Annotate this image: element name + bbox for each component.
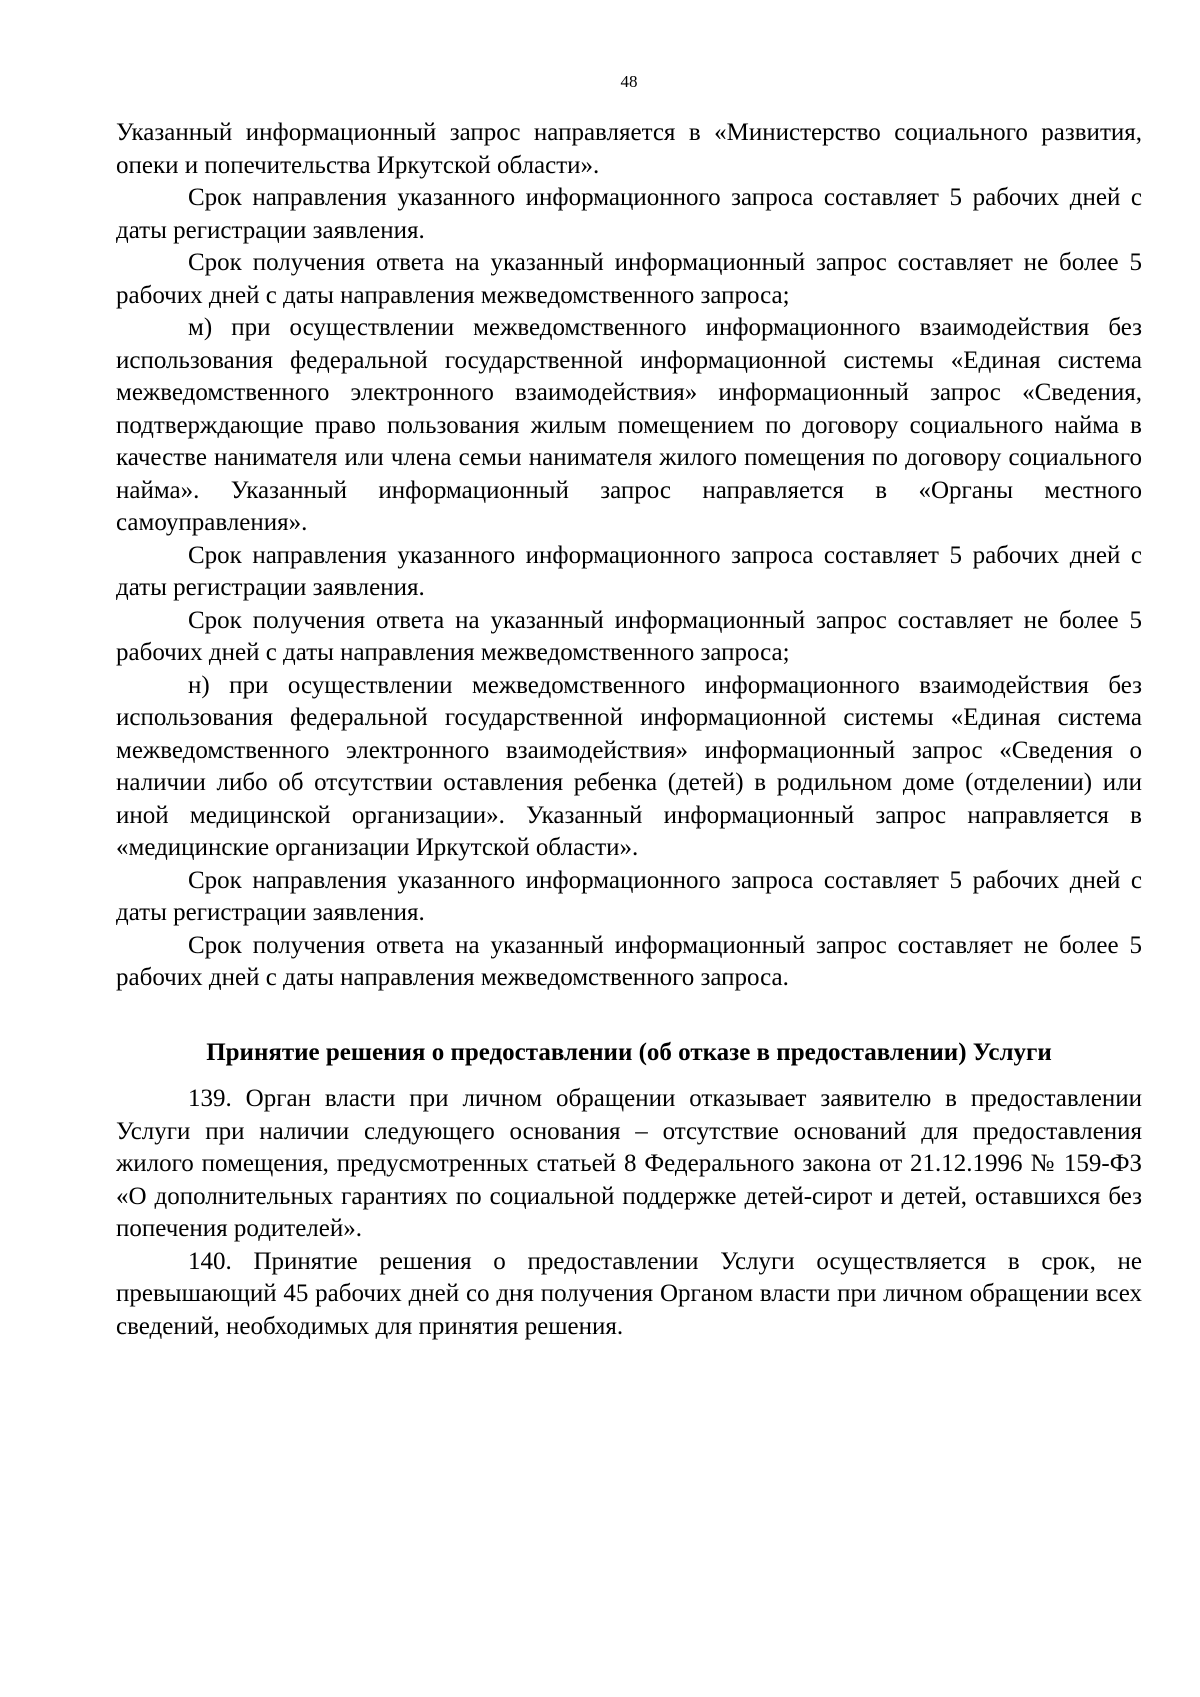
paragraph-140: 140. Принятие решения о предоставлении Услуги осуществляется в срок, не превышающий 45 рабочих дней со дня получения Органом власти при личном обращении всех сведений, необходимых для принятия решения. xyxy=(116,1247,1142,1340)
page-number: 48 xyxy=(620,72,638,91)
document-body xyxy=(116,117,1142,1343)
paragraph-139: 139. Орган власти при личном обращении отказывает заявителю в предоставлении Услуги при наличии следующего основания – отсутствие оснований для предоставления жилого помещения, предусмотренных статьей 8 Федерального закона от 21.12.1996 № 159-ФЗ «О дополнительных гарантиях по социальной поддержке детей-сирот и детей, оставшихся без попечения родителей». xyxy=(116,1085,1142,1242)
paragraph: Срок получения ответа на указанный информационный запрос составляет не более 5 рабочих дней с даты направления межведомственного запроса. xyxy=(116,931,1142,991)
paragraph: Срок направления указанного информационного запроса составляет 5 рабочих дней с даты регистрации заявления. xyxy=(116,866,1142,926)
paragraph-item-m: м) при осуществлении межведомственного информационного взаимодействия без использования федеральной государственной информационной системы «Единая система межведомственного электронного взаимодействия» информационный запрос «Сведения, подтверждающие право пользования жилым помещением по договору социального найма в качестве нанимателя или члена семьи нанимателя жилого помещения по договору социального найма». Указанный информационный запрос направляется в «Органы местного самоуправления». xyxy=(116,314,1142,536)
paragraph-item-n: н) при осуществлении межведомственного информационного взаимодействия без использования федеральной государственной информационной системы «Единая система межведомственного электронного взаимодействия» информационный запрос «Сведения о наличии либо об отсутствии оставления ребенка (детей) в родильном доме (отделении) или иной медицинской организации». Указанный информационный запрос направляется в «медицинские организации Иркутской области». xyxy=(116,671,1142,861)
paragraph: Срок получения ответа на указанный информационный запрос составляет не более 5 рабочих дней с даты направления межведомственного запроса; xyxy=(116,606,1142,666)
paragraph: Срок направления указанного информационного запроса составляет 5 рабочих дней с даты регистрации заявления. xyxy=(116,184,1142,244)
paragraph: Указанный информационный запрос направляется в «Министерство социального развития, опеки и попечительства Иркутской области». xyxy=(116,119,1142,179)
paragraph: Срок получения ответа на указанный информационный запрос составляет не более 5 рабочих дней с даты направления межведомственного запроса; xyxy=(116,249,1142,309)
paragraph: Срок направления указанного информационного запроса составляет 5 рабочих дней с даты регистрации заявления. xyxy=(116,541,1142,601)
section-heading: Принятие решения о предоставлении (об отказе в предоставлении) Услуги xyxy=(206,1038,1052,1066)
